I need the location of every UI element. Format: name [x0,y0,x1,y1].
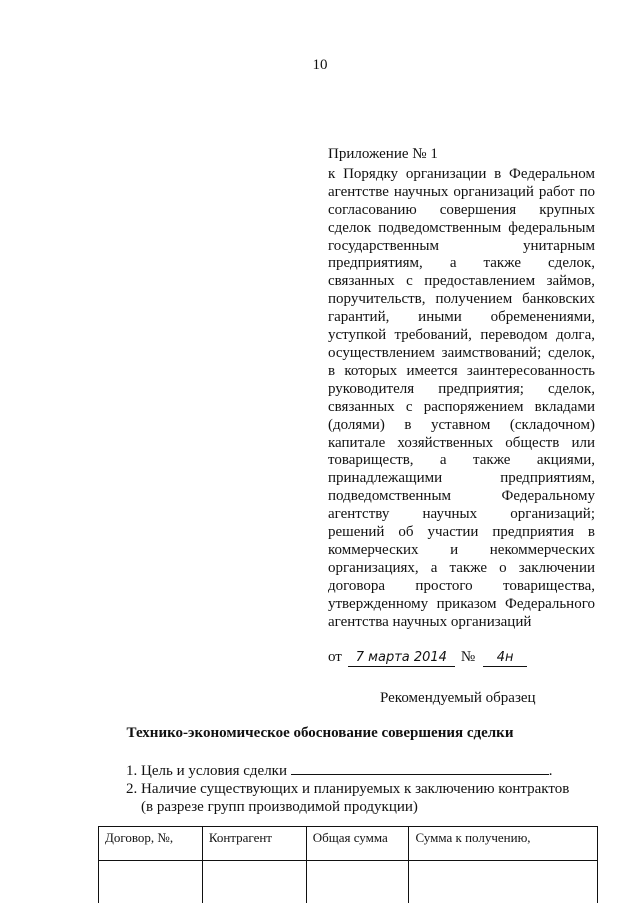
column-header-counterparty: Контрагент [202,827,306,861]
annex-block [328,146,595,631]
table-cell [202,861,306,904]
table-header-row [99,827,598,861]
table-cell [99,861,203,904]
page-number: 10 [312,57,328,73]
item-text: 2. Наличие существующих и планируемых к заключению контрактов [126,781,570,797]
table-cell [409,861,598,904]
number-label: № [460,649,476,665]
contracts-table [98,826,598,903]
date-prefix: от [328,649,342,665]
approval-date-line [328,649,595,667]
table-cell [306,861,409,904]
sample-label: Рекомендуемый образец [380,690,536,706]
column-header-contract: Договор, №, [99,827,203,861]
column-header-receivable: Сумма к получению, [409,827,598,861]
list-item [126,780,596,798]
list-item [126,761,596,780]
item-list [126,761,596,816]
list-item-subtext: (в разрезе групп производимой продукции) [141,799,418,815]
handwritten-date: 7 марта 2014 [348,650,455,667]
table-row [99,861,598,904]
annex-body: к Порядку организации в Федеральном агентстве научных организаций работ по согласованию совершения крупных сделок подведомственным федеральным государственным унитарным предприятиям, а также сделок, связанных с предоставлением займов, поручительств, получением банковских гарантий, иными обременениями, уступкой требований, переводом долга, осуществлением заимствований; сделок, в которых имеется заинтересованность руководителя предприятия; сделок, связанных с распоряжением вкладами (долями) в уставном (складочном) капитале хозяйственных обществ или товариществ, а также акциями, принадлежащими предприятиям, подведомственным Федеральному агентству научных организаций; решений об участии предприятия в коммерческих и некоммерческих организациях, а также о заключении договора простого товарищества, утвержденному приказом Федерального агентства научных организаций [328,165,595,630]
annex-title: Приложение № 1 [328,146,438,162]
item-text: 1. Цель и условия сделки [126,763,287,779]
document-title: Технико-экономическое обоснование совершения сделки [126,725,514,741]
fill-in-line [291,761,549,775]
column-header-total: Общая сумма [306,827,409,861]
handwritten-number: 4н [483,650,527,667]
item-suffix: . [548,763,553,779]
